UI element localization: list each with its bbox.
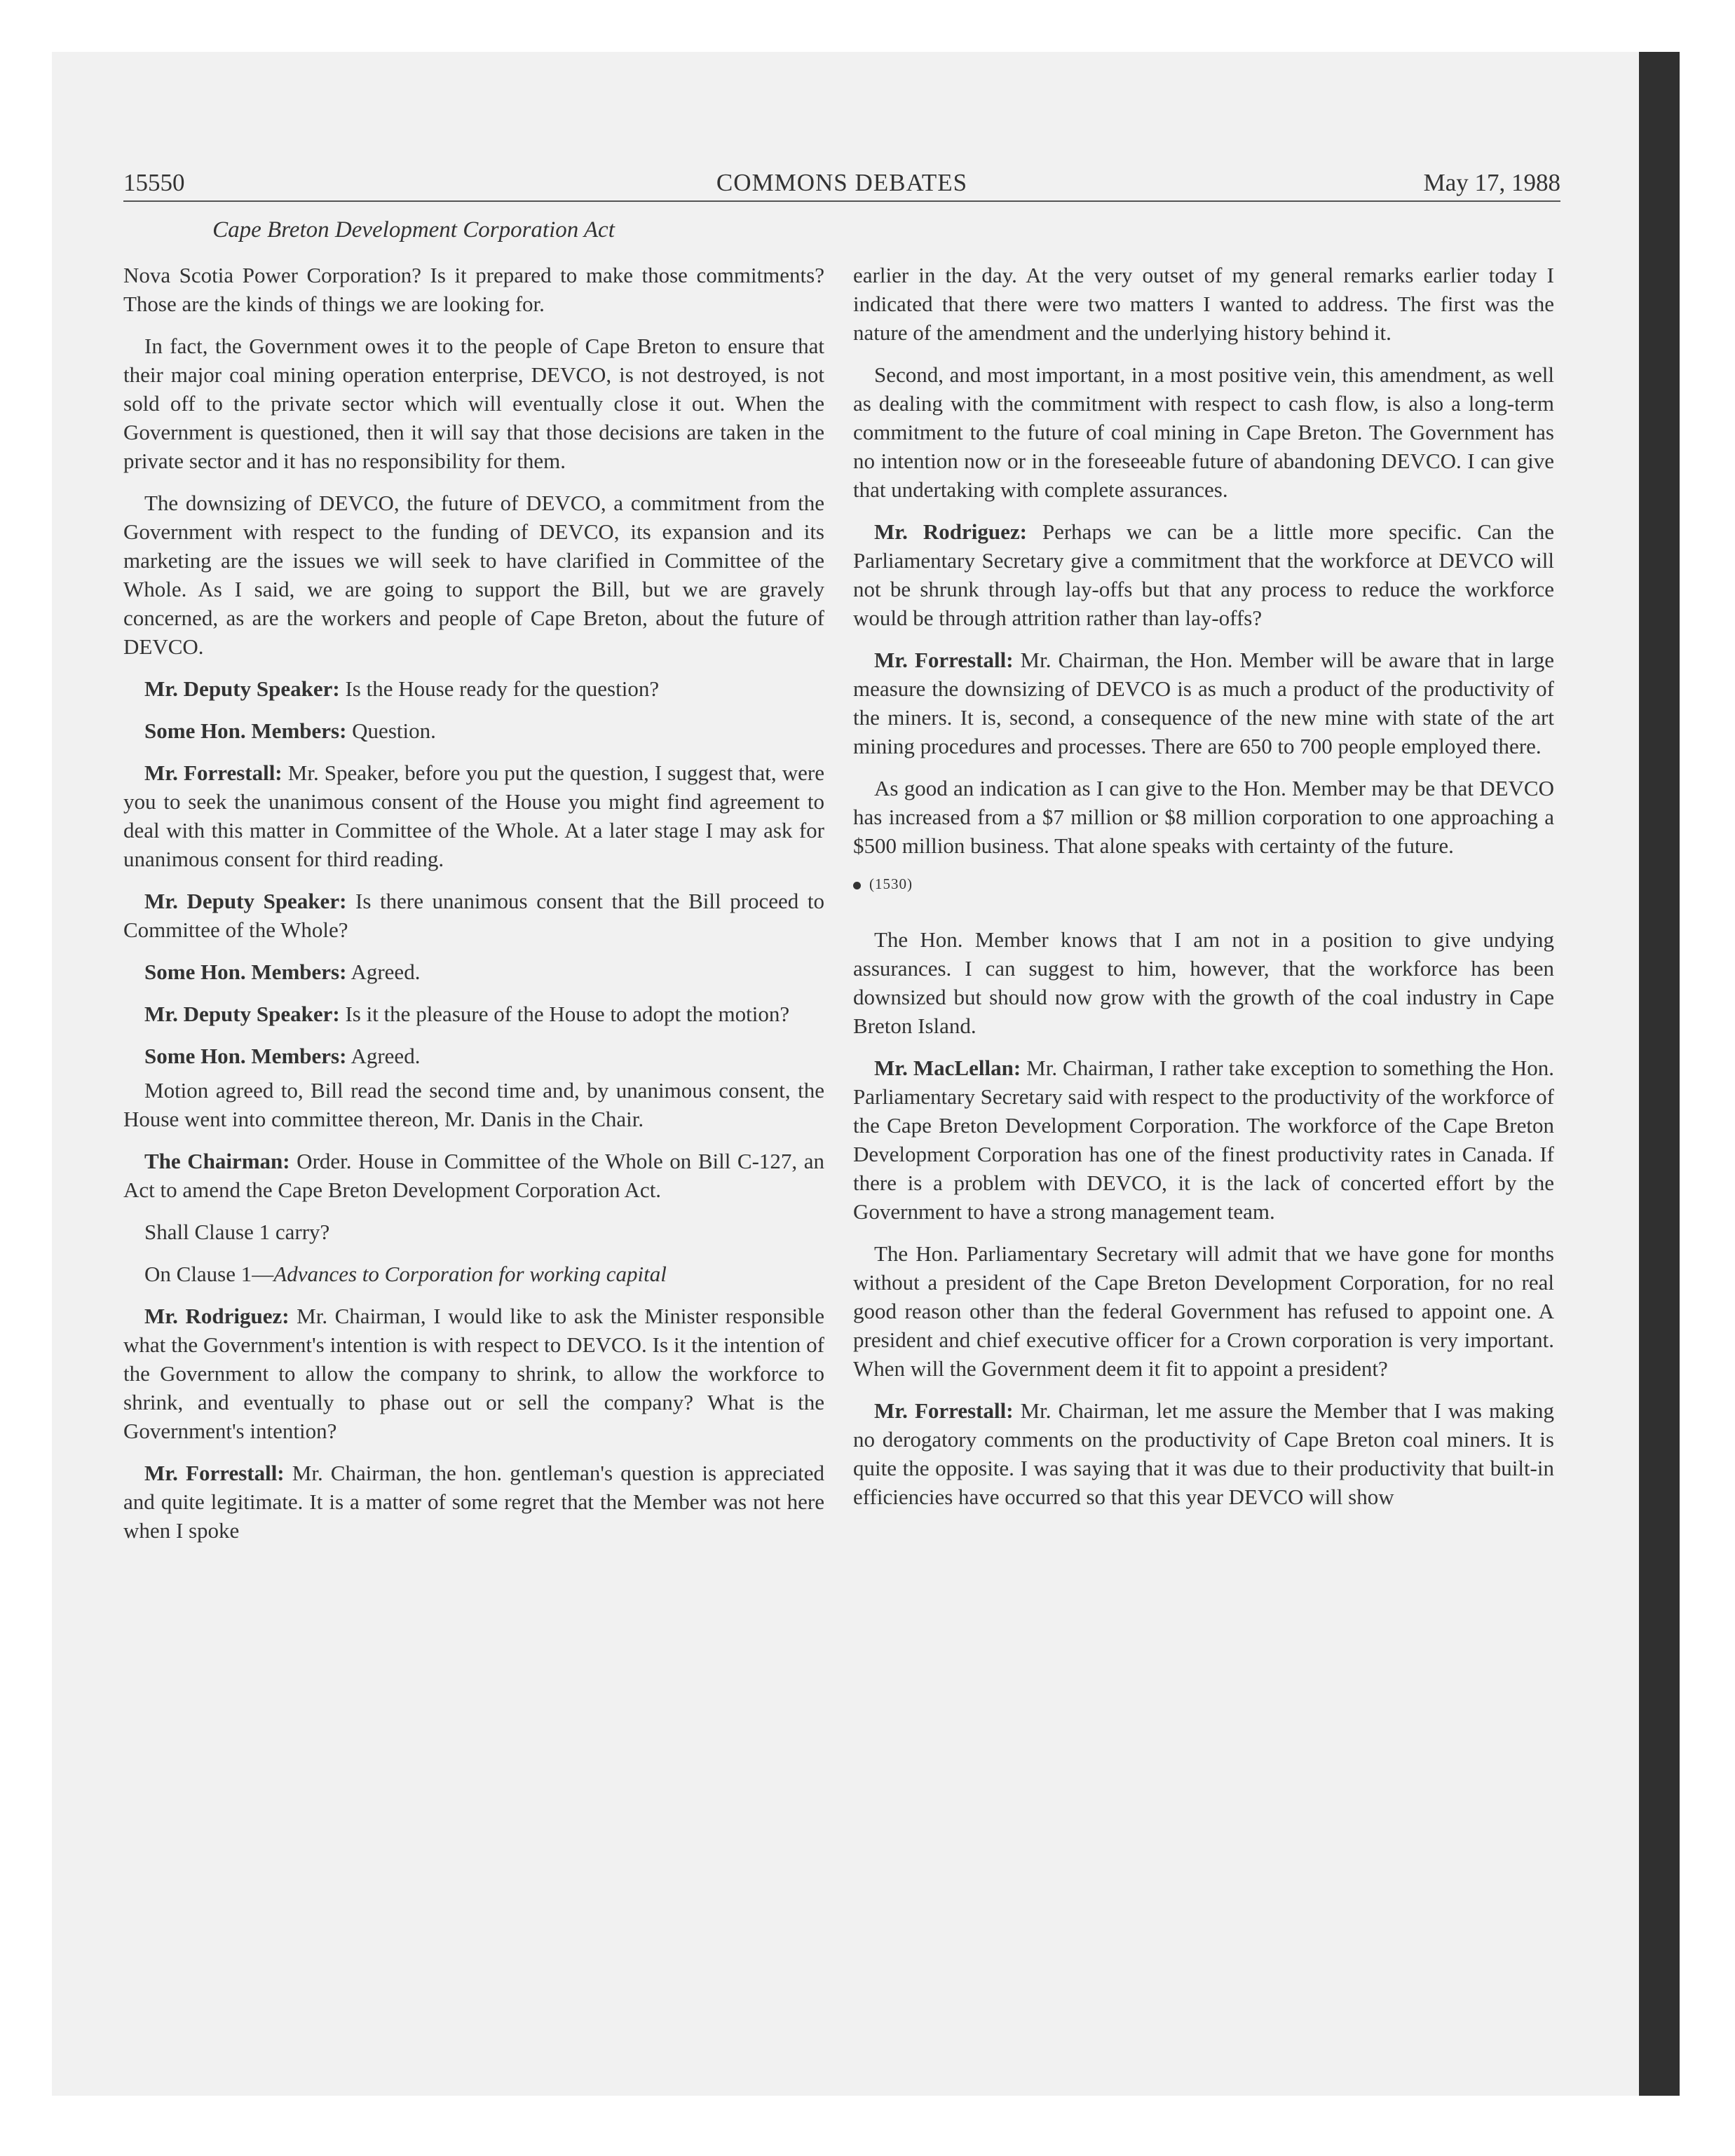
speech-paragraph [123,758,824,873]
paragraph: The Hon. Member knows that I am not in a position to give undying assurances. I can suggest to him, however, that the workforce has been downsized but should now grow with the growth of the coal industry in Cape Breton Island. [853,927,1554,1038]
speaker-name: Some Hon. Members: [144,718,347,743]
page-header [123,167,1560,199]
speaker-name: Mr. Forrestall: [874,1398,1014,1423]
paragraph: earlier in the day. At the very outset of my general remarks earlier today I indicated that there were two matters I wanted to address. The first was the nature of the amendment and the underlying history behind it. [853,263,1554,345]
speaker-name: Some Hon. Members: [144,1044,347,1068]
speech-text: Mr. Speaker, before you put the question, I suggest that, were you to seek the unanimous consent of the House you might find agreement to deal with this matter in Committee of the Whole. At a later stage I may ask for unanimous consent for third reading. [123,760,825,871]
clause-heading [123,1260,824,1288]
paragraph: As good an indication as I can give to the Hon. Member may be that DEVCO has increased from a $7 million or $8 million corporation to one approaching a $500 million business. That alone speaks with certainty of the future. [853,776,1554,858]
speech-text: Question. [346,718,436,743]
speech-text: Is the House ready for the question? [339,676,660,701]
speech-text: Agreed. [346,960,421,984]
speaker-name: Some Hon. Members: [144,960,347,984]
speaker-name: Mr. Rodriguez: [144,1304,290,1328]
speech-paragraph [123,887,824,944]
publication-title: COMMONS DEBATES [716,169,968,196]
left-column [123,261,824,1558]
clause-title: Advances to Corporation for working capital [273,1262,667,1286]
right-column [853,261,1554,1524]
speech-text: Order. House in Committee of the Whole on Bill C-127, an Act to amend the Cape Breton Development Corporation Act. [123,1149,824,1202]
speaker-name: Mr. Deputy Speaker: [144,676,340,701]
paragraph: Motion agreed to, Bill read the second time and, by unanimous consent, the House went into committee thereon, Mr. Danis in the Chair. [123,1078,824,1131]
speech-paragraph [123,1042,824,1070]
speech-text: Mr. Chairman, the Hon. Member will be aware that in large measure the downsizing of DEVCO is as much a product of the productivity of the miners. It is, second, a consequence of the new mine with state of the art mining procedures and processes. There are 650 to 700 people employed there. [853,648,1555,758]
speaker-name: The Chairman: [144,1149,290,1173]
time-marker [853,873,1554,894]
paragraph: In fact, the Government owes it to the people of Cape Breton to ensure that their major coal mining operation enterprise, DEVCO, is not destroyed, is not sold off to the private sector which will eventually close it out. When the Government is questioned, then it will say that those decisions are taken in the private sector and it has no responsibility for them. [123,334,824,473]
speaker-name: Mr. MacLellan: [874,1056,1021,1080]
speech-paragraph [853,1396,1554,1511]
scan-edge-shadow [1639,52,1680,2096]
paragraph: The Hon. Parliamentary Secretary will admit that we have gone for months without a president of the Cape Breton Development Corporation, for no real good reason other than the federal Government has refused to appoint one. A president and chief executive officer for a Crown corporation is very important. When will the Government deem it fit to appoint a president? [853,1241,1554,1381]
speech-paragraph [123,1147,824,1204]
speech-paragraph [123,1302,824,1445]
speech-paragraph [853,646,1554,760]
section-subtitle: Cape Breton Development Corporation Act [212,217,615,243]
speech-text: Is there unanimous consent that the Bill proceed to Committee of the Whole? [123,889,824,942]
speech-paragraph [123,1459,824,1545]
speech-text: Mr. Chairman, the hon. gentleman's question is appreciated and quite legitimate. It is a matter of some regret that the Member was not here when I spoke [123,1461,824,1543]
paragraph: The downsizing of DEVCO, the future of DEVCO, a commitment from the Government with respect to the funding of DEVCO, its expansion and its marketing are the issues we will seek to have clarified in Committee of the Whole. As I said, we are going to support the Bill, but we are gravely concerned, as are the workers and people of Cape Breton, about the future of DEVCO. [123,491,824,659]
bullet-icon [853,882,861,889]
time-marker-text: (1530) [869,875,913,892]
speech-text: Agreed. [346,1044,421,1068]
speech-text: Mr. Chairman, I would like to ask the Minister responsible what the Government's intention is with respect to DEVCO. Is it the intention of the Government to allow the company to shrink, to allow the workforce to shrink, and eventually to phase out or sell the company? What is the Government's intention? [123,1304,824,1443]
speaker-name: Mr. Forrestall: [874,648,1014,672]
speaker-name: Mr. Rodriguez: [874,519,1027,544]
speech-text: Mr. Chairman, I rather take exception to something the Hon. Parliamentary Secretary said with respect to the productivity of the workforce of the Cape Breton Development Corporation. The workforce of the Cape Breton Development Corporation has one of the finest productivity rates in Canada. If there is a problem with DEVCO, it is the lack of concerted effort by the Government to have a strong management team. [853,1056,1554,1224]
speech-paragraph [123,674,824,703]
speaker-name: Mr. Deputy Speaker: [144,1002,340,1026]
speech-text: Is it the pleasure of the House to adopt the motion? [339,1002,790,1026]
page-number: 15550 [123,169,185,196]
speaker-name: Mr. Forrestall: [144,1461,285,1485]
header-rule [123,200,1560,202]
paragraph: Nova Scotia Power Corporation? Is it prepared to make those commitments? Those are the kinds of things we are looking for. [123,263,824,316]
speaker-name: Mr. Deputy Speaker: [144,889,347,913]
speech-paragraph [853,517,1554,632]
speech-paragraph [123,716,824,745]
speech-text: Perhaps we can be a little more specific. Can the Parliamentary Secretary give a commitment that the workforce at DEVCO will not be shrunk through lay-offs but that any process to reduce the workforce would be through attrition rather than lay-offs? [853,519,1554,630]
clause-prefix: On Clause 1— [144,1262,274,1286]
paragraph: Second, and most important, in a most positive vein, this amendment, as well as dealing with the commitment with respect to cash flow, is also a long-term commitment to the future of coal mining in Cape Breton. The Government has no intention now or in the foreseeable future of abandoning DEVCO. I can give that undertaking with complete assurances. [853,362,1554,502]
speech-paragraph [853,1053,1554,1226]
speech-text: Mr. Chairman, let me assure the Member that I was making no derogatory comments on the productivity of Cape Breton coal miners. It is quite the opposite. I was saying that it was due to their productivity that built-in efficiencies have occurred so that this year DEVCO will show [853,1398,1554,1509]
publication-date: May 17, 1988 [1423,169,1560,196]
speaker-name: Mr. Forrestall: [144,760,283,785]
speech-paragraph [123,957,824,986]
speech-paragraph [123,999,824,1028]
paragraph: Shall Clause 1 carry? [144,1220,330,1244]
